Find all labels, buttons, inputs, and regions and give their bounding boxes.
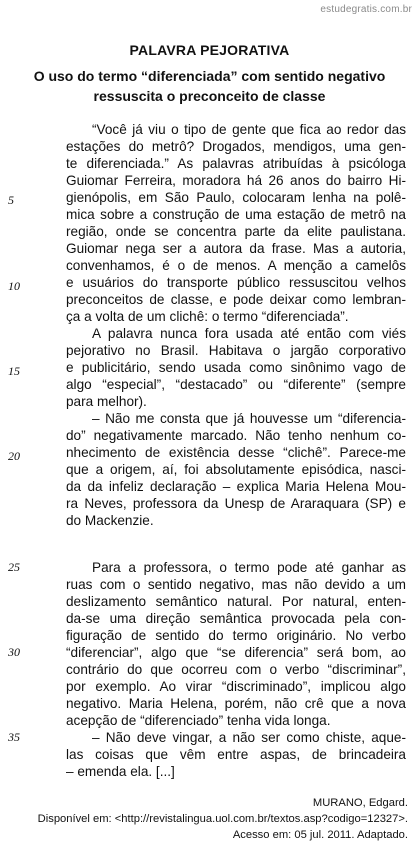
line-number: 20: [8, 449, 20, 463]
article-title: PALAVRA PEJORATIVA: [129, 42, 290, 58]
text-line: e publicitário, sendo usada como sinônimo vago de: [66, 360, 406, 375]
text-line: Para a professora, o termo pode até ganhar as: [92, 560, 406, 575]
text-line: – Não deve vingar, a não ser como chiste, aque-: [92, 730, 406, 745]
text-line: A palavra nunca fora usada até então com viés: [92, 326, 406, 341]
citation-author: MURANO, Edgard.: [312, 797, 408, 809]
text-line: do Mackenzie.: [66, 513, 154, 528]
text-line: e usuários do transporte público ressuscitou velhos: [66, 275, 406, 290]
text-line: ruas com o sentido negativo, mas não devido a um: [66, 577, 406, 592]
watermark: estudegratis.com.br: [320, 4, 412, 15]
text-line: – emenda ela. [...]: [66, 764, 175, 779]
text-line: “diferenciar”, algo que “se diferencia” será bom, ao: [66, 645, 406, 660]
line-number: 5: [8, 193, 14, 207]
text-line: “Você já viu o tipo de gente que fica ao redor das: [92, 122, 406, 137]
text-line: gienópolis, em São Paulo, colocaram lenha na polê-: [66, 190, 406, 205]
text-line: te diferenciada.” As palavras atribuídas à psicóloga: [66, 156, 406, 171]
text-line: las coisas que vêm entre aspas, de brincadeira: [66, 747, 406, 762]
text-line: ça a volta de um clichê: o termo “diferenciada”.: [66, 309, 349, 324]
text-line: Guiomar nega ser a autora da frase. Mas a autoria,: [66, 241, 406, 256]
text-line: nhecimento de existência desse “clichê”. Parece-me: [66, 445, 406, 460]
line-number: 30: [8, 645, 20, 659]
line-number: 10: [8, 279, 20, 293]
text-line: contrário do que ocorreu com o verbo “discriminar”,: [66, 662, 406, 677]
text-line: mica sobre a construção de uma estação de metrô na: [66, 207, 406, 222]
text-line: preconceitos de classe, e pode deixar como lembran-: [66, 292, 406, 307]
text-line: acepção de “diferenciado” tenha vida longa.: [66, 713, 331, 728]
text-line: do” negativamente marcado. Não tenho nenhum co-: [66, 428, 406, 443]
text-line: por exemplo. Ao virar “discriminado”, implicou algo: [66, 679, 406, 694]
text-line: para melhor).: [66, 394, 147, 409]
text-line: Guiomar Ferreira, moradora há 26 anos do bairro Hi-: [66, 173, 406, 188]
subtitle-line-2: ressuscita o preconceito de classe: [93, 88, 326, 104]
text-line: algo “especial”, “destacado” ou “diferente” (sempre: [66, 377, 406, 392]
text-line: que a origem, aí, foi absolutamente episódica, nasci-: [66, 462, 406, 477]
text-line: região, onde se concentra parte da elite paulistana.: [66, 224, 406, 239]
text-line: da-se uma direção semântica provocada pela con-: [66, 611, 406, 626]
text-line: ra Neves, professora da Unesp de Araraquara (SP) e: [66, 496, 406, 511]
text-line: deslizamento semântico natural. Por natural, enten-: [66, 594, 406, 609]
subtitle-line-1: O uso do termo “diferenciada” com sentido negativo: [33, 68, 386, 84]
text-line: convenhamos, é o de menos. A menção a camelôs: [66, 258, 406, 273]
text-line: pejorativo no Brasil. Habitava o jargão corporativo: [66, 343, 406, 358]
text-line: da da infeliz declaração – explica Maria Helena Mou-: [66, 479, 406, 494]
text-line: estações do metrô? Drogados, mendigos, uma gen-: [66, 139, 406, 154]
line-number: 15: [8, 364, 20, 378]
line-number: 35: [8, 730, 20, 744]
text-line: negativo. Maria Helena, porém, não crê que a nova: [66, 696, 406, 711]
citation-access-date: Acesso em: 05 jul. 2011. Adaptado.: [232, 829, 408, 841]
text-line: figuração de sentido do termo originário. No verbo: [66, 628, 406, 643]
text-line: – Não me consta que já houvesse um “diferencia-: [92, 411, 406, 426]
line-number: 25: [8, 560, 20, 574]
citation-source: Disponível em: <http://revistalingua.uol.com.br/textos.asp?codigo=12327>.: [37, 813, 408, 825]
article-subtitle: [6, 66, 413, 106]
